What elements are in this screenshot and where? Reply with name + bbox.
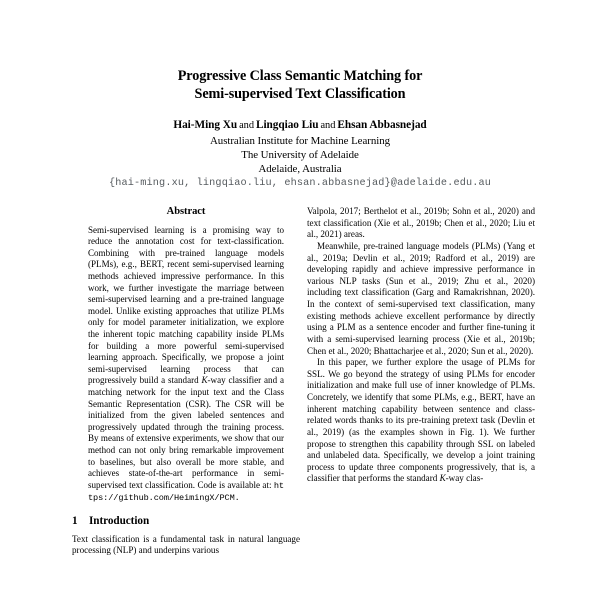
section-number: 1 [72, 514, 78, 527]
affiliation-line-2: The University of Adelaide [241, 148, 359, 161]
title-block [0, 0, 600, 189]
title-line-1: Progressive Class Semantic Matching for [177, 68, 423, 84]
affiliation-line-3: Adelaide, Australia [258, 163, 342, 176]
title-line-2: Semi-supervised Text Classification [194, 85, 406, 102]
left-column [72, 206, 300, 557]
right-paragraph-2: Meanwhile, pre-trained language models (PLMs) (Yang et al., 2019a; Devlin et al., 2019; Radford et al., 2019) are developing rapidly and achieve impressive performance in various NLP tasks (Sun et al., 2019; Zhu et al., 2020) including text classification (Garg and Ramakrishnan, 2020). In the context of semi-supervised text classification, many existing methods achieve excellent performance by directly using a PLM as a sentence encoder and further fine-tuning it with a semi-supervised learning process (Xie et al., 2019b; Chen et al., 2020; Bhattacharjee et al., 2020; Sun et al., 2020). [307, 240, 535, 356]
page-title [135, 68, 465, 103]
right-paragraph-3-part-b: -way clas- [445, 473, 484, 484]
right-symbol-k: K [439, 473, 446, 484]
abstract-text-part-2: -way classifier and a matching network for the input text and the Class Semantic Representation (CSR). The CSR will be initialized from the given labeled sentences and progressively updated through the training process. By means of extensive experiments, we show that our method can not only bring remarkable improvement to baselines, but also overall be more stable, and achieves state-of-the-art performance in semi-supervised text classification. Code is available at: [88, 375, 284, 490]
section-heading-introduction [72, 516, 300, 528]
author-conjunction-1: and [239, 120, 254, 131]
right-paragraph-3-part-a: In this paper, we further explore the usage of PLMs for SSL. We go beyond the strategy of using PLMs for encoder initialization and make full use of inner knowledge of PLMs. Concretely, we identify that some PLMs, e.g., BERT, have an inherent matching capability between sentence and class-related words thanks to its pre-training pretext task (Devlin et al., 2019) (as the examples shown in Fig. 1). We further propose to strengthen this capability through SSL on labeled and unlabeled data. Specifically, we develop a joint training process to update three components progressively, that is, a classifier that performs the standard [307, 357, 535, 484]
author-list [0, 118, 600, 134]
abstract-text-part-1: Semi-supervised learning is a promising way to reduce the annotation cost for text-classification. Combining with pre-trained language models (PLMs), e.g., BERT, recent semi-supervised learning methods achieved impressive performance. In this work, we further investigate the marriage between semi-supervised learning and a pre-trained language model. Unlike existing approaches that utilize PLMs only for model parameter initialization, we explore the inherent topic matching capability inside PLMs for building a more powerful semi-supervised learning approach. Specifically, we propose a joint semi-supervised learning process that can progressively build a standard [88, 224, 284, 386]
right-paragraph-3 [307, 357, 535, 485]
author-2: Lingqiao Liu [255, 119, 319, 131]
author-3: Ehsan Abbasnejad [337, 119, 427, 131]
body-columns [0, 206, 600, 600]
abstract-symbol-k: K [201, 375, 208, 386]
right-column [307, 206, 535, 485]
affiliation-line-1: Australian Institute for Machine Learning [209, 134, 390, 147]
abstract-heading: Abstract [166, 206, 206, 217]
section-title: Introduction [89, 514, 150, 527]
author-emails: {hai-ming.xu, lingqiao.liu, ehsan.abbasnejad}@adelaide.edu.au [108, 178, 492, 190]
code-url-link[interactable]: https://github.com/HeimingX/PCM. [88, 480, 284, 504]
abstract-body [88, 225, 284, 505]
author-conjunction-2: and [320, 120, 336, 131]
abstract-section [88, 206, 284, 505]
introduction-paragraph-1: Text classification is a fundamental task in natural language processing (NLP) and underpins various [72, 533, 300, 556]
author-1: Hai-Ming Xu [173, 119, 238, 131]
right-paragraph-continued: Valpola, 2017; Berthelot et al., 2019b; Sohn et al., 2020) and text classification (Xie et al., 2019b; Chen et al., 2020; Liu et al., 2021) areas. [307, 206, 535, 240]
